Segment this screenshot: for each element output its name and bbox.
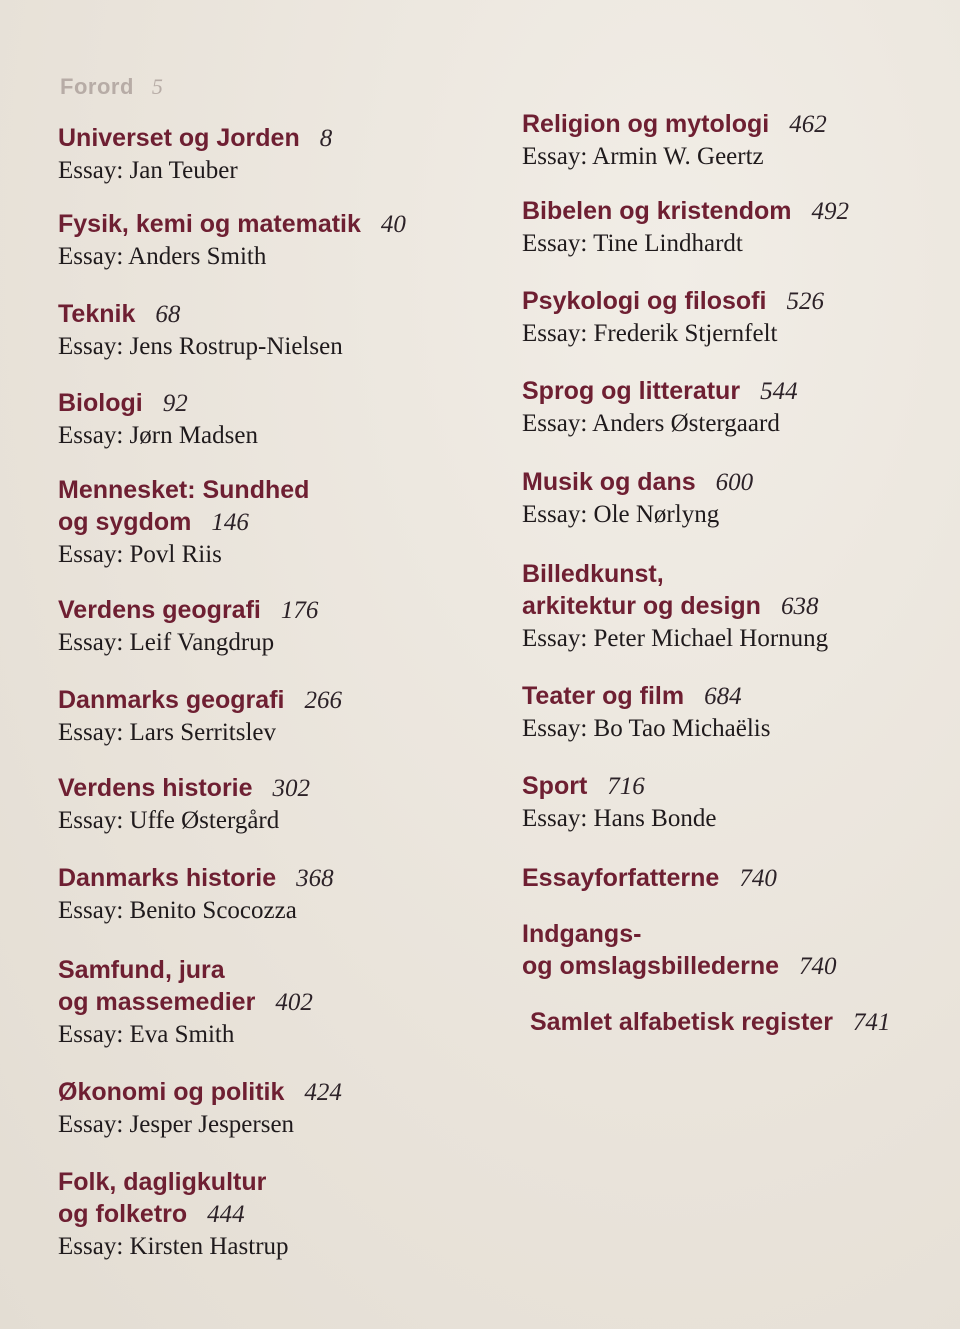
toc-entry-title	[522, 195, 849, 228]
toc-essay-author: Essay: Hans Bonde	[522, 805, 717, 832]
toc-page-number: 740	[799, 953, 837, 980]
toc-entry-title	[58, 594, 318, 627]
toc-essay-author: Essay: Anders Smith	[58, 243, 267, 270]
toc-entry-forord	[60, 74, 163, 100]
toc-title-text: og sygdom	[58, 508, 192, 536]
toc-entry-title	[522, 285, 824, 318]
toc-essay-author: Essay: Frederik Stjernfelt	[522, 320, 778, 347]
toc-page-number: 600	[715, 469, 754, 496]
toc-title-line	[522, 558, 828, 590]
toc-page-number: 40	[380, 211, 406, 238]
toc-essay-author: Essay: Ole Nørlyng	[522, 501, 720, 528]
toc-title-line	[58, 862, 334, 895]
toc-entry-title	[58, 684, 342, 717]
toc-essay-author: Essay: Eva Smith	[58, 1021, 235, 1048]
toc-entry-title	[522, 770, 716, 803]
toc-title-line	[58, 772, 310, 805]
toc-entry	[522, 466, 753, 531]
toc-title-text: Biologi	[58, 389, 143, 417]
toc-page-number: 544	[760, 378, 798, 405]
toc-page-number: 8	[319, 125, 333, 152]
toc-entry	[58, 772, 310, 837]
toc-title-text: Folk, dagligkultur	[58, 1168, 267, 1196]
toc-title-text: Billedkunst,	[522, 560, 664, 588]
toc-title-text: Sport	[522, 772, 588, 800]
toc-title-line	[58, 986, 313, 1019]
toc-entry	[530, 1006, 890, 1039]
forord-title: Forord	[60, 74, 134, 99]
toc-essay-author: Essay: Jan Teuber	[58, 157, 238, 184]
toc-essay-author: Essay: Povl Riis	[58, 541, 222, 568]
forord-page: 5	[151, 74, 164, 99]
toc-entry-title	[58, 862, 334, 895]
toc-page-number: 716	[607, 773, 645, 800]
toc-essay-author: Essay: Jesper Jespersen	[58, 1111, 295, 1138]
toc-title-line	[58, 387, 258, 420]
toc-page-number: 740	[739, 865, 777, 892]
toc-essay-author: Essay: Bo Tao Michaëlis	[522, 715, 771, 742]
toc-entry-title	[522, 918, 837, 983]
toc-entry	[58, 594, 318, 659]
toc-page-number: 424	[304, 1079, 342, 1106]
toc-essay-author: Essay: Jens Rostrup-Nielsen	[58, 333, 343, 360]
toc-title-text: Sprog og litteratur	[522, 377, 741, 405]
toc-essay-author: Essay: Armin W. Geertz	[522, 143, 764, 170]
toc-title-text: Verdens historie	[58, 774, 253, 802]
toc-title-text: Samlet alfabetisk register	[530, 1008, 833, 1036]
toc-entry-title	[58, 208, 406, 241]
toc-entry-title	[522, 680, 770, 713]
toc-title-line	[58, 684, 342, 717]
toc-title-text: Teater og film	[522, 682, 685, 710]
toc-entry	[58, 474, 309, 571]
toc-title-line	[522, 590, 828, 623]
toc-title-text: Religion og mytologi	[522, 110, 770, 138]
toc-entry	[58, 684, 342, 749]
toc-entry	[58, 208, 406, 273]
toc-title-line	[522, 195, 849, 228]
toc-title-text: Danmarks historie	[58, 864, 277, 892]
toc-essay-author: Essay: Leif Vangdrup	[58, 629, 275, 656]
toc-title-line	[58, 122, 332, 155]
toc-title-text: og folketro	[58, 1200, 188, 1228]
toc-entry-title	[58, 1166, 289, 1231]
toc-entry-title	[58, 474, 309, 539]
toc-title-line	[522, 108, 827, 141]
toc-entry	[522, 770, 716, 835]
toc-page-number: 444	[207, 1201, 245, 1228]
toc-entry	[58, 387, 258, 452]
toc-page-number: 266	[304, 687, 342, 714]
toc-page-number: 302	[272, 775, 311, 802]
toc-title-line	[522, 918, 837, 950]
toc-title-line	[522, 375, 798, 408]
toc-title-text: arkitektur og design	[522, 592, 761, 620]
toc-title-text: Samfund, jura	[58, 956, 225, 984]
toc-essay-author: Essay: Anders Østergaard	[522, 410, 780, 437]
toc-entry-title	[522, 558, 828, 623]
toc-title-line	[58, 1076, 342, 1109]
toc-entry-title	[58, 298, 343, 331]
toc-title-line	[522, 466, 753, 499]
toc-title-line	[522, 950, 837, 983]
toc-title-text: Fysik, kemi og matematik	[58, 210, 361, 238]
toc-entry-title	[58, 1076, 342, 1109]
toc-essay-author: Essay: Jørn Madsen	[58, 422, 258, 449]
toc-page-number: 92	[162, 390, 188, 417]
toc-entry	[58, 862, 334, 927]
toc-entry	[522, 195, 849, 260]
toc-essay-author: Essay: Benito Scocozza	[58, 897, 297, 924]
toc-entry	[522, 918, 837, 983]
toc-entry-title	[522, 108, 827, 141]
toc-entry	[58, 122, 332, 187]
toc-page-number: 402	[275, 989, 313, 1016]
toc-title-line	[58, 506, 309, 539]
toc-entry-title	[522, 466, 753, 499]
toc-title-line	[58, 1166, 289, 1198]
toc-title-text: Psykologi og filosofi	[522, 287, 767, 315]
toc-entry-title	[530, 1006, 890, 1039]
toc-title-line	[522, 770, 716, 803]
toc-page-number: 68	[155, 301, 181, 328]
toc-title-text: Mennesket: Sundhed	[58, 476, 310, 504]
toc-essay-author: Essay: Uffe Østergård	[58, 807, 280, 834]
toc-title-text: Økonomi og politik	[58, 1078, 285, 1106]
toc-entry	[522, 558, 828, 655]
toc-title-text: Indgangs-	[522, 920, 642, 948]
toc-entry-title	[522, 862, 777, 895]
toc-title-text: Teknik	[58, 300, 136, 328]
toc-title-text: Musik og dans	[522, 468, 696, 496]
toc-entry	[522, 680, 770, 745]
toc-page-number: 638	[780, 593, 819, 620]
toc-title-line	[58, 208, 406, 241]
toc-page-number: 146	[211, 509, 249, 536]
toc-entry	[58, 298, 343, 363]
toc-title-line	[58, 594, 318, 627]
toc-page-number: 492	[811, 198, 849, 225]
toc-entry	[522, 108, 827, 173]
toc-essay-author: Essay: Lars Serritslev	[58, 719, 277, 746]
toc-page-number: 526	[786, 288, 824, 315]
toc-title-text: Universet og Jorden	[58, 124, 300, 152]
toc-entry	[522, 285, 824, 350]
toc-title-text: Verdens geografi	[58, 596, 261, 624]
toc-entry	[58, 1166, 289, 1263]
toc-title-line	[522, 862, 777, 895]
toc-title-line	[58, 1198, 289, 1231]
toc-title-text: og massemedier	[58, 988, 256, 1016]
toc-entry	[522, 862, 777, 895]
toc-entry-title	[58, 387, 258, 420]
toc-title-line	[522, 285, 824, 318]
toc-page-number: 684	[704, 683, 742, 710]
toc-title-text: Bibelen og kristendom	[522, 197, 792, 225]
toc-entry-title	[522, 375, 798, 408]
toc-page-number: 368	[296, 865, 334, 892]
toc-entry	[58, 1076, 342, 1141]
toc-page-number: 176	[280, 597, 319, 624]
toc-page-number: 462	[789, 111, 827, 138]
toc-title-text: Danmarks geografi	[58, 686, 285, 714]
toc-title-line	[530, 1006, 890, 1039]
toc-entry-title	[58, 954, 313, 1019]
toc-title-line	[58, 954, 313, 986]
toc-essay-author: Essay: Kirsten Hastrup	[58, 1233, 289, 1260]
toc-entry-title	[58, 772, 310, 805]
toc-page-number: 741	[852, 1009, 891, 1036]
toc-title-line	[58, 474, 309, 506]
toc-essay-author: Essay: Tine Lindhardt	[522, 230, 743, 257]
toc-entry	[58, 954, 313, 1051]
toc-essay-author: Essay: Peter Michael Hornung	[522, 625, 829, 652]
toc-title-line	[522, 680, 770, 713]
toc-entry	[522, 375, 798, 440]
toc-title-line	[58, 298, 343, 331]
toc-entry-title	[58, 122, 332, 155]
toc-title-text: og omslagsbillederne	[522, 952, 780, 980]
toc-title-text: Essayforfatterne	[522, 864, 720, 892]
